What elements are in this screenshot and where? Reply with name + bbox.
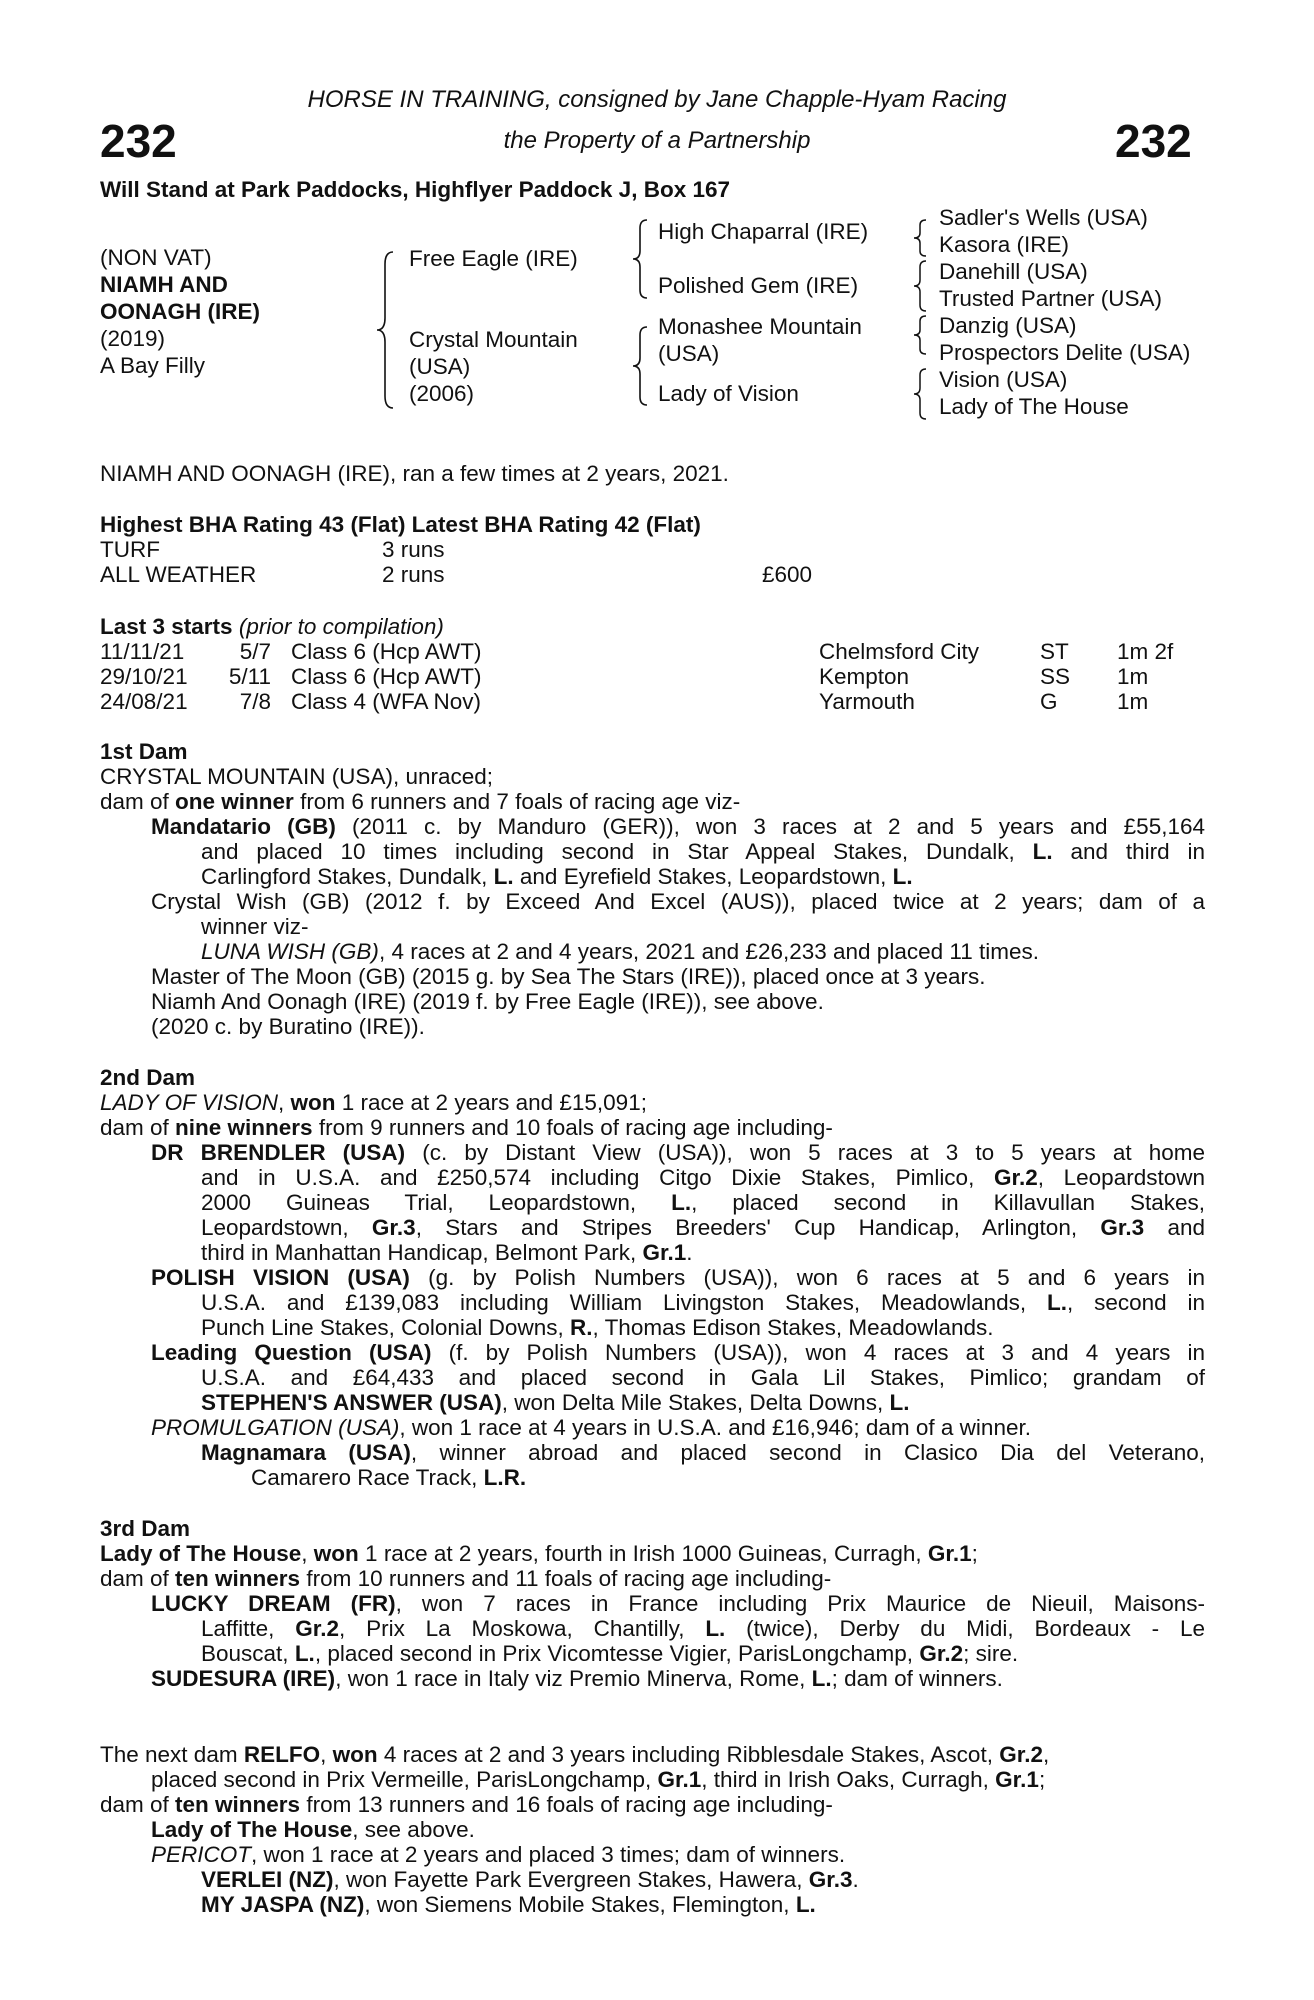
next-dam-produce-summary xyxy=(100,1792,833,1818)
text-run: and xyxy=(1144,1215,1206,1240)
last-starts-heading xyxy=(100,614,444,640)
text-run: , 4 races at 2 and 4 years, 2021 and £26,233 and placed 11 times. xyxy=(378,939,1039,964)
text-run: Camarero Race Track, xyxy=(251,1465,484,1490)
produce-line xyxy=(201,1315,994,1341)
grade: Gr.1 xyxy=(995,1767,1039,1792)
produce-name: VERLEI (NZ) xyxy=(201,1867,334,1892)
text-run: (twice), Derby du Midi, Bordeaux - Le xyxy=(725,1616,1205,1641)
grade: L. xyxy=(1046,1290,1067,1315)
produce-name: PERICOT xyxy=(151,1842,252,1867)
grade: L. xyxy=(705,1616,726,1641)
text-run: 1 race at 2 years and £15,091; xyxy=(335,1090,647,1115)
text-run: and in U.S.A. and £250,574 including Citgo Dixie Stakes, Pimlico, xyxy=(201,1165,994,1190)
produce-crystal-wish: Crystal Wish (GB) (2012 f. by Exceed And Excel (AUS)), placed twice at 2 years; dam of a xyxy=(151,889,1205,914)
start-date: 24/08/21 xyxy=(100,689,188,714)
start-going: G xyxy=(1040,689,1058,714)
produce-name: Mandatario (GB) xyxy=(151,814,336,839)
text-run: , second in xyxy=(1066,1290,1205,1315)
third-dam-line xyxy=(100,1541,978,1567)
text-run: 2000 Guineas Trial, Leopardstown, xyxy=(201,1190,672,1215)
text-run: , won Siemens Mobile Stakes, Flemington, xyxy=(364,1892,796,1917)
pedigree-sss: Sadler's Wells (USA) xyxy=(939,205,1148,230)
next-dam-line xyxy=(100,1742,1049,1768)
produce-verlei xyxy=(201,1867,859,1893)
produce-name: DR BRENDLER (USA) xyxy=(151,1140,406,1165)
produce-line xyxy=(201,1641,1018,1667)
dam-name: LADY OF VISION xyxy=(100,1090,278,1115)
start-position: 5/11 xyxy=(228,664,271,689)
produce-lady-of-the-house xyxy=(151,1817,475,1843)
grade: R. xyxy=(569,1315,593,1340)
text-run: , xyxy=(1042,1742,1050,1767)
winners-count: ten winners xyxy=(175,1792,301,1817)
grade: L. xyxy=(889,1390,910,1415)
produce-line xyxy=(201,839,1205,865)
first-dam-heading: 1st Dam xyxy=(100,739,188,764)
text-run: Bouscat, xyxy=(201,1641,295,1666)
grade: L. xyxy=(811,1666,832,1691)
pedigree-dds: Vision (USA) xyxy=(939,367,1068,392)
text-run: , Prix La Moskowa, Chantilly, xyxy=(339,1616,706,1641)
grade: Gr.1 xyxy=(657,1767,702,1792)
start-distance: 1m 2f xyxy=(1117,639,1174,664)
rating-surface-aw: ALL WEATHER xyxy=(100,562,257,587)
text-run: dam of xyxy=(100,1115,176,1140)
winners-count: nine winners xyxy=(175,1115,313,1140)
start-course: Yarmouth xyxy=(819,689,915,714)
text-run: ; xyxy=(1038,1767,1046,1792)
start-date: 11/11/21 xyxy=(100,639,185,664)
pedigree-brace-dam xyxy=(630,325,650,407)
pedigree-dam-dam: Lady of Vision xyxy=(658,381,799,406)
start-race: Class 6 (Hcp AWT) xyxy=(291,664,482,689)
grade: Gr.3 xyxy=(808,1867,853,1892)
pedigree-brace-dd xyxy=(912,367,928,421)
grade: L. xyxy=(671,1190,692,1215)
last-starts-title: Last 3 starts xyxy=(100,614,233,639)
pedigree-ddd: Lady of The House xyxy=(939,394,1129,419)
lot-number-left: 232 xyxy=(100,115,177,167)
horse-name-line1: NIAMH AND xyxy=(100,272,228,297)
start-position: 7/8 xyxy=(239,689,271,714)
text-run: from 13 runners and 16 foals of racing age including- xyxy=(300,1792,833,1817)
won-label: won xyxy=(290,1090,336,1115)
text-run: placed second in Prix Vermeille, ParisLongchamp, xyxy=(151,1767,658,1792)
won-label: won xyxy=(313,1541,359,1566)
start-going: ST xyxy=(1040,639,1069,664)
text-run: dam of xyxy=(100,1792,176,1817)
produce-buratino-colt: (2020 c. by Buratino (IRE)). xyxy=(151,1014,425,1039)
winners-count: ten winners xyxy=(175,1566,301,1591)
pedigree-dam-sire-line2: (USA) xyxy=(658,341,720,366)
pedigree-ssd: Kasora (IRE) xyxy=(939,232,1070,257)
second-dam-produce-summary xyxy=(100,1115,833,1141)
third-dam-heading: 3rd Dam xyxy=(100,1516,191,1541)
dam-name: Lady of The House xyxy=(100,1541,302,1566)
first-dam-produce-summary xyxy=(100,789,740,815)
start-race: Class 6 (Hcp AWT) xyxy=(291,639,482,664)
grade: Gr.1 xyxy=(642,1240,687,1265)
produce-line xyxy=(201,864,913,890)
text-run: (c. by Distant View (USA)), won 5 races at 3 to 5 years at home xyxy=(405,1140,1206,1165)
produce-sudesura xyxy=(151,1666,1003,1692)
text-run: , xyxy=(277,1090,291,1115)
pedigree-sire-sire: High Chaparral (IRE) xyxy=(658,219,869,244)
foaling-year: (2019) xyxy=(100,326,166,351)
pedigree-sire: Free Eagle (IRE) xyxy=(409,246,578,271)
produce-niamh-and-oonagh: Niamh And Oonagh (IRE) (2019 f. by Free Eagle (IRE)), see above. xyxy=(151,989,824,1014)
text-run: 4 races at 2 and 3 years including Ribblesdale Stakes, Ascot, xyxy=(377,1742,1000,1767)
produce-dr-brendler xyxy=(151,1140,1205,1166)
grade: Gr.2 xyxy=(999,1742,1043,1767)
text-run: , won Fayette Park Evergreen Stakes, Hawera, xyxy=(333,1867,809,1892)
pedigree-sire-dam: Polished Gem (IRE) xyxy=(658,273,859,298)
text-run: from 6 runners and 7 foals of racing age viz- xyxy=(293,789,741,814)
pedigree-brace-ds xyxy=(912,314,928,356)
rating-surface-turf: TURF xyxy=(100,537,160,562)
second-dam-line xyxy=(100,1090,647,1116)
text-run: , xyxy=(301,1541,314,1566)
text-run: , placed second in Killavullan Stakes, xyxy=(691,1190,1205,1215)
horse-name-line2: OONAGH (IRE) xyxy=(100,299,260,324)
first-dam-line: CRYSTAL MOUNTAIN (USA), unraced; xyxy=(100,764,494,789)
catalogue-title: HORSE IN TRAINING, consigned by Jane Chapple-Hyam Racing xyxy=(307,86,1007,113)
race-summary: NIAMH AND OONAGH (IRE), ran a few times at 2 years, 2021. xyxy=(100,461,729,486)
rating-prize-aw: £600 xyxy=(762,562,813,587)
produce-line xyxy=(201,1290,1205,1316)
produce-line xyxy=(201,1215,1205,1241)
grade: Gr.3 xyxy=(371,1215,416,1240)
grade: Gr.1 xyxy=(927,1541,972,1566)
produce-mandatario xyxy=(151,814,1205,840)
produce-my-jaspa xyxy=(201,1892,816,1918)
produce-master-of-the-moon: Master of The Moon (GB) (2015 g. by Sea The Stars (IRE)), placed once at 3 years. xyxy=(151,964,986,989)
lot-number-right: 232 xyxy=(1115,115,1192,167)
start-going: SS xyxy=(1040,664,1071,689)
pedigree-brace-sire xyxy=(630,218,650,300)
grade: Gr.2 xyxy=(993,1165,1038,1190)
pedigree-brace-ss xyxy=(912,218,928,258)
won-label: won xyxy=(332,1742,378,1767)
text-run: dam of xyxy=(100,1566,176,1591)
bha-rating-heading: Highest BHA Rating 43 (Flat) Latest BHA Rating 42 (Flat) xyxy=(100,512,701,537)
text-run: , third in Irish Oaks, Curragh, xyxy=(701,1767,996,1792)
grade: L.R. xyxy=(483,1465,527,1490)
pedigree-dam-line3: (2006) xyxy=(409,381,475,406)
third-dam-produce-summary xyxy=(100,1566,831,1592)
catalogue-subtitle: the Property of a Partnership xyxy=(503,127,811,154)
produce-stephens-answer xyxy=(201,1390,909,1416)
produce-line: U.S.A. and £64,433 and placed second in Gala Lil Stakes, Pimlico; grandam of xyxy=(201,1365,1205,1390)
next-dam-line xyxy=(151,1767,1045,1793)
produce-name: MY JASPA (NZ) xyxy=(201,1892,365,1917)
grade: L. xyxy=(493,864,514,889)
pedigree-dsd: Prospectors Delite (USA) xyxy=(939,340,1191,365)
pedigree-brace-gen1 xyxy=(373,250,397,410)
text-run: (g. by Polish Numbers (USA)), won 6 races at 5 and 6 years in xyxy=(409,1265,1205,1290)
horse-description: A Bay Filly xyxy=(100,353,206,378)
text-run: Carlingford Stakes, Dundalk, xyxy=(201,864,494,889)
start-distance: 1m xyxy=(1117,689,1149,714)
second-dam-heading: 2nd Dam xyxy=(100,1065,196,1090)
text-run: and placed 10 times including second in Star Appeal Stakes, Dundalk, xyxy=(201,839,1033,864)
text-run: Punch Line Stakes, Colonial Downs, xyxy=(201,1315,570,1340)
last-starts-note: (prior to compilation) xyxy=(238,614,444,639)
produce-name: STEPHEN'S ANSWER (USA) xyxy=(201,1390,502,1415)
produce-polish-vision xyxy=(151,1265,1205,1291)
grade: L. xyxy=(1032,839,1053,864)
stand-location: Will Stand at Park Paddocks, Highflyer Paddock J, Box 167 xyxy=(100,177,730,202)
produce-name: Magnamara (USA) xyxy=(201,1440,411,1465)
start-date: 29/10/21 xyxy=(100,664,188,689)
text-run: , won 1 race at 2 years and placed 3 times; dam of winners. xyxy=(251,1842,846,1867)
text-run: ; dam of winners. xyxy=(831,1666,1003,1691)
text-run: , see above. xyxy=(352,1817,475,1842)
text-run: , placed second in Prix Vicomtesse Vigier, ParisLongchamp, xyxy=(314,1641,920,1666)
start-position: 5/7 xyxy=(239,639,271,664)
produce-magnamara xyxy=(201,1440,1205,1466)
produce-line xyxy=(201,1190,1205,1216)
produce-promulgation xyxy=(151,1415,1031,1441)
pedigree-dam-sire-line1: Monashee Mountain xyxy=(658,314,862,339)
produce-name: SUDESURA (IRE) xyxy=(151,1666,336,1691)
produce-line xyxy=(201,1240,693,1266)
pedigree-dss: Danzig (USA) xyxy=(939,313,1077,338)
text-run: from 9 runners and 10 foals of racing age including- xyxy=(312,1115,833,1140)
start-course: Kempton xyxy=(819,664,910,689)
produce-pericot xyxy=(151,1842,845,1868)
start-distance: 1m xyxy=(1117,664,1149,689)
text-run: , won Delta Mile Stakes, Delta Downs, xyxy=(501,1390,890,1415)
text-run: , won 7 races in France including Prix Maurice de Nieuil, Maisons- xyxy=(395,1591,1205,1616)
rating-runs-aw: 2 runs xyxy=(382,562,445,587)
text-run: , winner abroad and placed second in Clasico Dia del Veterano, xyxy=(410,1440,1205,1465)
grade: L. xyxy=(294,1641,315,1666)
produce-name: Leading Question (USA) xyxy=(151,1340,432,1365)
produce-line xyxy=(201,1165,1205,1191)
produce-luna-wish xyxy=(201,939,1039,965)
text-run: U.S.A. and £139,083 including William Livingston Stakes, Meadowlands, xyxy=(201,1290,1047,1315)
text-run: , Thomas Edison Stakes, Meadowlands. xyxy=(592,1315,994,1340)
text-run: 1 race at 2 years, fourth in Irish 1000 Guineas, Curragh, xyxy=(358,1541,928,1566)
winners-count: one winner xyxy=(175,789,294,814)
text-run: Laffitte, xyxy=(201,1616,296,1641)
text-run: (f. by Polish Numbers (USA)), won 4 races at 3 and 4 years in xyxy=(431,1340,1205,1365)
text-run: . xyxy=(852,1867,859,1892)
grade: Gr.2 xyxy=(295,1616,339,1641)
produce-line xyxy=(251,1465,526,1491)
produce-name: POLISH VISION (USA) xyxy=(151,1265,410,1290)
text-run: , won 1 race at 4 years in U.S.A. and £16,946; dam of a winner. xyxy=(399,1415,1031,1440)
dam-name: RELFO xyxy=(243,1742,321,1767)
text-run: (2011 c. by Manduro (GER)), won 3 races at 2 and 5 years and £55,164 xyxy=(335,814,1205,839)
produce-name: Lady of The House xyxy=(151,1817,353,1842)
produce-line: winner viz- xyxy=(201,914,309,939)
text-run: , won 1 race in Italy viz Premio Minerva, Rome, xyxy=(335,1666,812,1691)
text-run: , xyxy=(320,1742,333,1767)
vat-status: (NON VAT) xyxy=(100,245,212,270)
pedigree-dam-line1: Crystal Mountain xyxy=(409,327,578,352)
text-run: and third in xyxy=(1052,839,1205,864)
produce-name: LUCKY DREAM (FR) xyxy=(151,1591,396,1616)
pedigree-brace-sd xyxy=(912,259,928,313)
pedigree-dam-line2: (USA) xyxy=(409,354,471,379)
produce-name: PROMULGATION (USA) xyxy=(151,1415,400,1440)
text-run: , Stars and Stripes Breeders' Cup Handicap, Arlington, xyxy=(415,1215,1101,1240)
rating-runs-turf: 3 runs xyxy=(382,537,445,562)
grade: L. xyxy=(795,1892,816,1917)
text-run: ; xyxy=(971,1541,978,1566)
pedigree-sdd: Trusted Partner (USA) xyxy=(939,286,1162,311)
start-race: Class 4 (WFA Nov) xyxy=(291,689,482,714)
text-run: third in Manhattan Handicap, Belmont Park, xyxy=(201,1240,643,1265)
text-run: ; sire. xyxy=(963,1641,1019,1666)
produce-leading-question xyxy=(151,1340,1205,1366)
text-run: and Eyrefield Stakes, Leopardstown, xyxy=(513,864,893,889)
text-run: . xyxy=(686,1240,693,1265)
produce-name: LUNA WISH (GB) xyxy=(201,939,379,964)
grade: L. xyxy=(892,864,913,889)
grade: Gr.3 xyxy=(1100,1215,1145,1240)
pedigree-sds: Danehill (USA) xyxy=(939,259,1088,284)
produce-line xyxy=(201,1616,1205,1642)
text-run: , Leopardstown xyxy=(1037,1165,1205,1190)
text-run: The next dam xyxy=(100,1742,244,1767)
grade: Gr.2 xyxy=(919,1641,964,1666)
text-run: Leopardstown, xyxy=(201,1215,372,1240)
text-run: from 10 runners and 11 foals of racing age including- xyxy=(300,1566,832,1591)
start-course: Chelmsford City xyxy=(819,639,980,664)
text-run: dam of xyxy=(100,789,176,814)
produce-lucky-dream xyxy=(151,1591,1205,1617)
